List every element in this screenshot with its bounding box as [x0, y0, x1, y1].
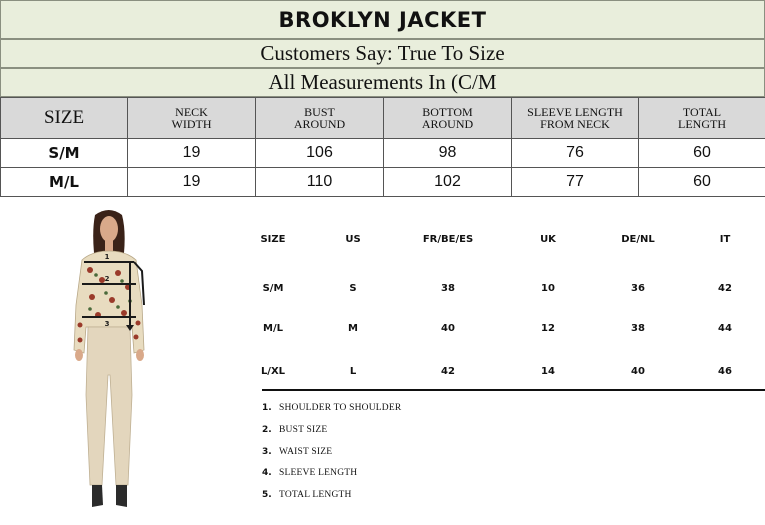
intl-header-row: [258, 234, 765, 250]
table-cell: 77: [512, 168, 639, 197]
intl-cell: 14: [541, 366, 555, 377]
table-cell: 19: [128, 139, 256, 168]
legend-number: 2.: [262, 425, 272, 435]
table-row: [1, 139, 765, 168]
legend-text: WAIST SIZE: [279, 447, 333, 457]
fit-note: [0, 39, 765, 68]
header-size: SIZE: [1, 98, 128, 139]
intl-cell: 12: [541, 323, 555, 334]
intl-cell: L: [349, 366, 357, 377]
intl-cell: 46: [718, 366, 732, 377]
legend-item: [262, 487, 352, 503]
intl-cell: S: [349, 283, 357, 294]
intl-header-cell: DE/NL: [621, 234, 655, 245]
units-note-text: All Measurements In (C/M: [268, 70, 497, 94]
table-cell: 102: [384, 168, 512, 197]
legend-item: [262, 422, 327, 438]
legend-text: TOTAL LENGTH: [279, 490, 352, 500]
intl-header-cell: US: [345, 234, 361, 245]
model-trousers: [86, 327, 132, 485]
intl-cell: L/XL: [260, 366, 286, 377]
title-text: BROKLYN JACKET: [278, 7, 487, 32]
intl-cell: M: [348, 323, 358, 334]
fit-note-text: Customers Say: True To Size: [260, 41, 505, 65]
table-cell: 60: [639, 168, 765, 197]
header-bottom-around: BOTTOM AROUND: [384, 98, 512, 139]
intl-cell: 38: [441, 283, 455, 294]
intl-cell: 40: [631, 366, 645, 377]
header-total-length: TOTAL LENGTH: [639, 98, 765, 139]
legend-text: BUST SIZE: [279, 425, 328, 435]
legend-item: [262, 444, 332, 460]
intl-row: [258, 283, 765, 299]
intl-row: [258, 366, 765, 382]
table-cell: 19: [128, 168, 256, 197]
legend-number: 1.: [262, 403, 272, 413]
intl-cell: M/L: [263, 323, 283, 334]
marker-3: 3: [104, 320, 110, 328]
table-cell: 110: [256, 168, 384, 197]
header-bust-around: BUST AROUND: [256, 98, 384, 139]
model-shoe-right: [116, 485, 127, 507]
intl-table-divider: [262, 389, 765, 391]
legend-text: SHOULDER TO SHOULDER: [279, 403, 402, 413]
model-photo: [62, 205, 157, 517]
legend-number: 4.: [262, 468, 272, 478]
table-cell: 98: [384, 139, 512, 168]
intl-cell: 42: [441, 366, 455, 377]
header-sleeve-length: SLEEVE LENGTH FROM NECK: [512, 98, 639, 139]
marker-1: 1: [104, 253, 110, 261]
intl-cell: 40: [441, 323, 455, 334]
marker-2: 2: [104, 275, 110, 283]
intl-header-cell: IT: [719, 234, 731, 245]
model-hand-left: [75, 349, 83, 361]
legend-number: 3.: [262, 447, 272, 457]
intl-cell: S/M: [262, 283, 284, 294]
units-note: [0, 68, 765, 97]
intl-header-cell: SIZE: [260, 234, 286, 245]
intl-header-cell: UK: [540, 234, 556, 245]
page-title: [0, 0, 765, 39]
row-size-label: M/L: [1, 168, 128, 197]
table-cell: 60: [639, 139, 765, 168]
model-shoe-left: [92, 485, 103, 507]
intl-cell: 36: [631, 283, 645, 294]
legend-item: [262, 400, 401, 416]
intl-cell: 44: [718, 323, 732, 334]
intl-header-cell: FR/BE/ES: [422, 234, 474, 245]
table-cell: 76: [512, 139, 639, 168]
intl-cell: 10: [541, 283, 555, 294]
intl-row: [258, 323, 765, 339]
header-neck-width: NECK WIDTH: [128, 98, 256, 139]
table-cell: 106: [256, 139, 384, 168]
model-neck: [105, 240, 113, 252]
table-row: [1, 168, 765, 197]
measurement-table: [0, 97, 765, 197]
measurement-table-header: [1, 98, 765, 139]
intl-cell: 42: [718, 283, 732, 294]
legend-item: [262, 465, 357, 481]
legend-text: SLEEVE LENGTH: [279, 468, 358, 478]
model-hand-right: [136, 349, 144, 361]
model-face: [100, 216, 118, 242]
row-size-label: S/M: [1, 139, 128, 168]
legend-number: 5.: [262, 490, 272, 500]
intl-cell: 38: [631, 323, 645, 334]
